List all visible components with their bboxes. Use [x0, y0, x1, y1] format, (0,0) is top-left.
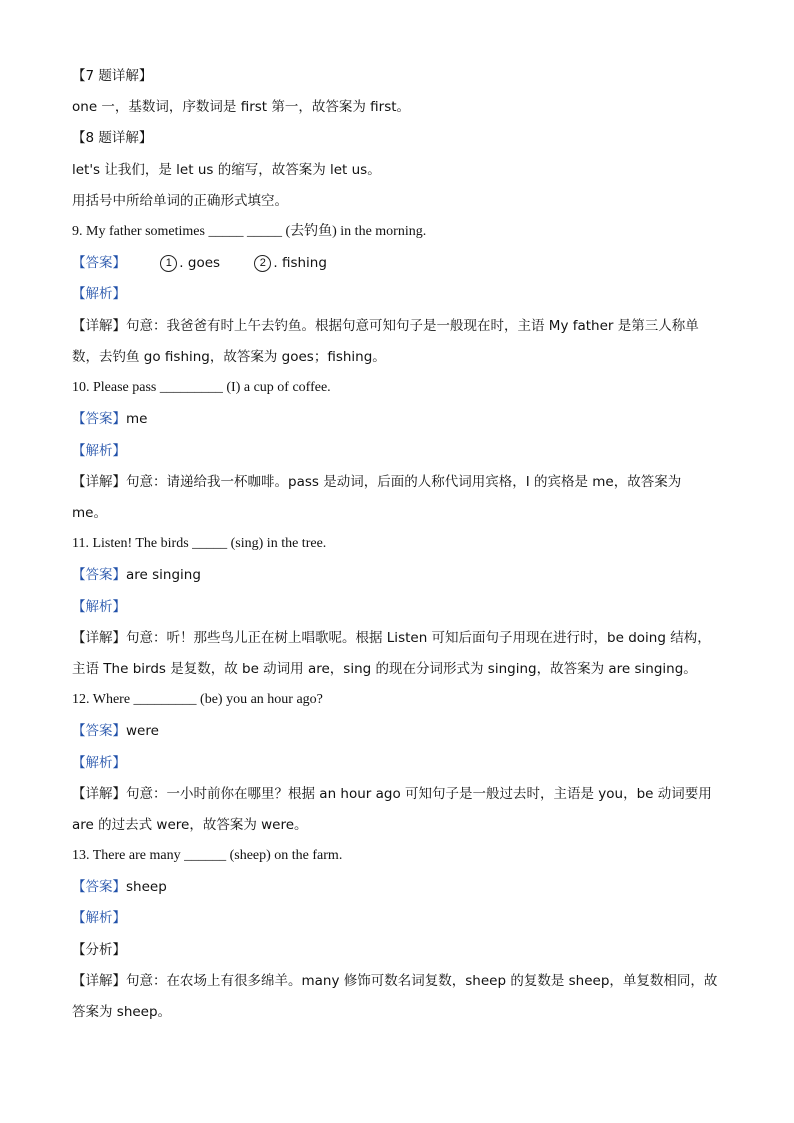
q9-option-1-text: . goes: [179, 255, 221, 271]
question-11: 11. Listen! The birds _____ (sing) in the tree.: [72, 536, 327, 551]
q12-analysis-heading: 【解析】: [72, 755, 126, 771]
answer-tag: 【答案】: [72, 723, 126, 739]
q9-answer-option-2: [254, 253, 327, 273]
q12-detail-line-2: are 的过去式 were，故答案为 were。: [72, 817, 308, 833]
q10-analysis-heading: 【解析】: [72, 443, 126, 459]
circled-number: 2: [254, 255, 271, 272]
q11-detail-line-2: 主语 The birds 是复数，故 be 动词用 are，sing 的现在分词形式为 singing，故答案为 are singing。: [72, 661, 697, 677]
answer-tag: 【答案】: [72, 255, 126, 271]
q13-answer-text: sheep: [126, 879, 167, 895]
q13-detail-line-1: 【详解】句意：在农场上有很多绵羊。many 修饰可数名词复数，sheep 的复数是 sheep，单复数相同，故: [72, 973, 718, 989]
q7-detail-text: one 一，基数词，序数词是 first 第一，故答案为 first。: [72, 99, 411, 115]
q9-answer-option-1: [160, 253, 220, 273]
q9-detail-line-1: 【详解】句意：我爸爸有时上午去钓鱼。根据句意可知句子是一般现在时，主语 My father 是第三人称单: [72, 318, 699, 334]
q9-option-2-text: . fishing: [273, 255, 327, 271]
q12-answer: [72, 721, 718, 741]
q10-answer: [72, 409, 718, 429]
q12-answer-text: were: [126, 723, 159, 739]
q9-answer: [72, 253, 718, 273]
q13-answer: [72, 877, 718, 897]
q11-analysis-heading: 【解析】: [72, 599, 126, 615]
question-12: 12. Where _________ (be) you an hour ago?: [72, 692, 323, 707]
q11-answer: [72, 565, 718, 585]
question-9: 9. My father sometimes _____ _____ (去钓鱼) in the morning.: [72, 224, 427, 239]
q13-detail-line-2: 答案为 sheep。: [72, 1004, 172, 1020]
q7-detail-heading: 【7 题详解】: [72, 68, 153, 84]
q9-detail-line-2: 数，去钓鱼 go fishing，故答案为 goes；fishing。: [72, 349, 386, 365]
q13-fenxi-heading: 【分析】: [72, 942, 126, 958]
q12-detail-line-1: 【详解】句意：一小时前你在哪里？根据 an hour ago 可知句子是一般过去时，主语是 you，be 动词要用: [72, 786, 712, 802]
circled-number: 1: [160, 255, 177, 272]
section-instruction: 用括号中所给单词的正确形式填空。: [72, 193, 288, 209]
q9-analysis-heading: 【解析】: [72, 286, 126, 302]
q10-detail-line-2: me。: [72, 505, 107, 521]
question-13: 13. There are many ______ (sheep) on the farm.: [72, 848, 343, 863]
answer-tag: 【答案】: [72, 567, 126, 583]
q8-detail-text: let's 让我们，是 let us 的缩写，故答案为 let us。: [72, 162, 381, 178]
q11-detail-line-1: 【详解】句意：听！那些鸟儿正在树上唱歌呢。根据 Listen 可知后面句子用现在进行时，be doing 结构，: [72, 630, 711, 646]
q10-detail-line-1: 【详解】句意：请递给我一杯咖啡。pass 是动词，后面的人称代词用宾格，I 的宾格是 me，故答案为: [72, 474, 682, 490]
q8-detail-heading: 【8 题详解】: [72, 130, 153, 146]
q10-answer-text: me: [126, 411, 148, 427]
q11-answer-text: are singing: [126, 567, 201, 583]
q13-analysis-heading: 【解析】: [72, 910, 126, 926]
answer-tag: 【答案】: [72, 879, 126, 895]
question-10: 10. Please pass _________ (I) a cup of coffee.: [72, 380, 331, 395]
answer-tag: 【答案】: [72, 411, 126, 427]
